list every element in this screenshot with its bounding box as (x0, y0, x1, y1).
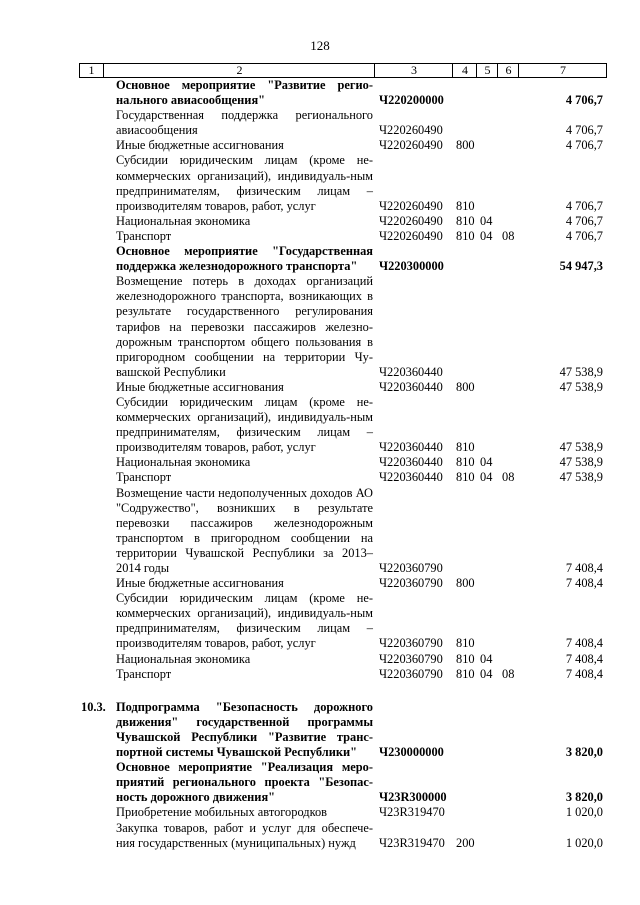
table-row (0, 821, 640, 851)
row-amount: 47 538,9 (559, 364, 603, 379)
row-description: Иные бюджетные ассигнования (116, 576, 284, 591)
row-target-code: Ч220260490 (379, 138, 443, 153)
row-expense-group: 810 (456, 455, 475, 470)
table-row (0, 591, 640, 651)
row-target-code: Ч220260490 (379, 228, 443, 243)
row-target-code: Ч220200000 (379, 93, 444, 108)
row-target-code: Ч23R319470 (379, 835, 445, 850)
row-section: 04 (480, 213, 493, 228)
row-description: Субсидии юридическим лицам (кроме не-коммерческих организаций), индивидуаль-ным предпринимателям, физическим лицам – производителям товаров, работ, услуг (116, 591, 373, 651)
row-description: Субсидии юридическим лицам (кроме не-коммерческих организаций), индивидуаль-ным предпринимателям, физическим лицам – производителям товаров, работ, услуг (116, 394, 373, 455)
row-amount: 7 408,4 (565, 576, 603, 591)
row-amount: 3 820,0 (565, 745, 603, 760)
row-description: Национальная экономика (116, 651, 251, 666)
row-expense-group: 810 (456, 440, 475, 455)
row-amount: 4 706,7 (565, 93, 603, 108)
row-amount: 1 020,0 (565, 835, 603, 850)
row-expense-group: 810 (456, 228, 475, 243)
row-amount: 4 706,7 (565, 213, 603, 228)
header-col-7: 7 (518, 64, 607, 77)
table-row (0, 153, 640, 213)
row-description: Государственная поддержка регионального авиасообщения (116, 108, 373, 138)
row-description: Основное мероприятие "Развитие регио-нального авиасообщения" (116, 78, 373, 108)
row-expense-group: 200 (456, 835, 475, 850)
row-target-code: Ч220360790 (379, 666, 443, 681)
row-description: Транспорт (116, 228, 172, 243)
row-target-code: Ч230000000 (379, 745, 444, 760)
row-target-code: Ч220300000 (379, 259, 444, 274)
row-amount: 7 408,4 (565, 561, 603, 575)
row-description: Закупка товаров, работ и услуг для обеспече-ния государственных (муниципальных) нужд (116, 820, 373, 850)
table-row (0, 455, 640, 470)
row-target-code: Ч220260490 (379, 198, 443, 213)
row-amount: 47 538,9 (559, 440, 603, 455)
row-section: 04 (480, 470, 493, 485)
row-subsection: 08 (502, 228, 515, 243)
row-amount: 7 408,4 (565, 651, 603, 666)
row-expense-group: 810 (456, 213, 475, 228)
row-amount: 47 538,9 (559, 455, 603, 470)
table-row (0, 667, 640, 682)
budget-table-body (0, 78, 640, 851)
row-subsection: 08 (502, 470, 515, 485)
row-description: Подпрограмма "Безопасность дорожного движения" государственной программы Чувашской Республики "Развитие транс-портной системы Чувашской Республики" (116, 699, 373, 760)
row-target-code: Ч220360440 (379, 470, 443, 485)
header-col-6: 6 (497, 64, 519, 77)
row-amount: 3 820,0 (565, 790, 603, 805)
table-row (0, 214, 640, 229)
table-row (0, 138, 640, 153)
row-description: Иные бюджетные ассигнования (116, 138, 284, 153)
row-target-code: Ч220260490 (379, 123, 443, 138)
row-target-code: Ч220260490 (379, 213, 443, 228)
row-description: Возмещение потерь в доходах организаций железнодорожного транспорта, возникающих в результате государственного регулирования тарифов на перевозки пассажиров железно-дорожным транспортом общего пользования в пригородном сообщении на территории Чу-вашской Республики (116, 274, 373, 379)
row-amount: 7 408,4 (565, 636, 603, 651)
row-description: Транспорт (116, 666, 172, 681)
header-col-2: 2 (103, 64, 375, 77)
row-amount: 1 020,0 (565, 805, 603, 820)
header-col-1: 1 (88, 63, 95, 77)
row-section: 04 (480, 455, 493, 470)
table-row (0, 244, 640, 274)
row-description: Транспорт (116, 470, 172, 485)
row-expense-group: 800 (456, 138, 475, 153)
row-description: Возмещение части недополученных доходов АО "Содружество", возникших в результате перевозки пассажиров железнодорожным транспортом в пригородном сообщении на территории Чувашской Республики за 2013–2014 годы (116, 485, 373, 575)
row-target-code: Ч23R319470 (379, 805, 445, 820)
page-number: 128 (310, 38, 330, 53)
row-target-code: Ч220360440 (379, 364, 443, 379)
table-row (0, 700, 640, 760)
row-description: Основное мероприятие "Реализация меро-приятий регионального проекта "Безопас-ность дорожного движения" (116, 760, 373, 805)
row-amount: 4 706,7 (565, 123, 603, 138)
row-target-code: Ч220360440 (379, 440, 443, 455)
row-amount: 4 706,7 (565, 138, 603, 153)
row-target-code: Ч220360790 (379, 561, 443, 575)
row-number: 10.3. (81, 699, 106, 714)
row-description: Приобретение мобильных автогородков (116, 805, 328, 820)
table-row (0, 108, 640, 138)
row-target-code: Ч220360790 (379, 636, 443, 651)
row-section: 04 (480, 666, 493, 681)
table-row (0, 486, 640, 577)
row-section: 04 (480, 651, 493, 666)
table-row (0, 576, 640, 591)
header-col-4: 4 (452, 64, 477, 77)
row-amount: 7 408,4 (565, 666, 603, 681)
row-expense-group: 810 (456, 470, 475, 485)
row-amount: 47 538,9 (559, 470, 603, 485)
table-row (0, 470, 640, 485)
row-expense-group: 810 (456, 666, 475, 681)
row-amount: 4 706,7 (565, 228, 603, 243)
row-target-code: Ч220360790 (379, 651, 443, 666)
table-row (0, 78, 640, 108)
row-amount: 4 706,7 (565, 198, 603, 213)
row-expense-group: 810 (456, 636, 475, 651)
row-description: Основное мероприятие "Государственная поддержка железнодорожного транспорта" (116, 244, 373, 274)
row-expense-group: 800 (456, 379, 475, 394)
row-target-code: Ч220360790 (379, 576, 443, 591)
table-row (0, 274, 640, 380)
header-col-5: 5 (476, 64, 498, 77)
row-section: 04 (480, 228, 493, 243)
table-row (0, 229, 640, 244)
row-expense-group: 810 (456, 651, 475, 666)
row-expense-group: 800 (456, 576, 475, 591)
row-description: Субсидии юридическим лицам (кроме не-коммерческих организаций), индивидуаль-ным предпринимателям, физическим лицам – производителям товаров, работ, услуг (116, 153, 373, 213)
header-col-3: 3 (374, 64, 453, 77)
row-amount: 54 947,3 (559, 259, 603, 274)
row-target-code: Ч220360440 (379, 379, 443, 394)
table-row (0, 652, 640, 667)
row-target-code: Ч23R300000 (379, 790, 447, 805)
row-description: Иные бюджетные ассигнования (116, 379, 284, 394)
row-subsection: 08 (502, 666, 515, 681)
row-expense-group: 810 (456, 198, 475, 213)
table-row (0, 760, 640, 805)
table-row (0, 395, 640, 455)
table-row (0, 380, 640, 395)
row-amount: 47 538,9 (559, 379, 603, 394)
row-description: Национальная экономика (116, 213, 251, 228)
table-row (0, 805, 640, 820)
row-gap (0, 682, 640, 700)
row-description: Национальная экономика (116, 455, 251, 470)
table-header (79, 63, 607, 78)
row-target-code: Ч220360440 (379, 455, 443, 470)
